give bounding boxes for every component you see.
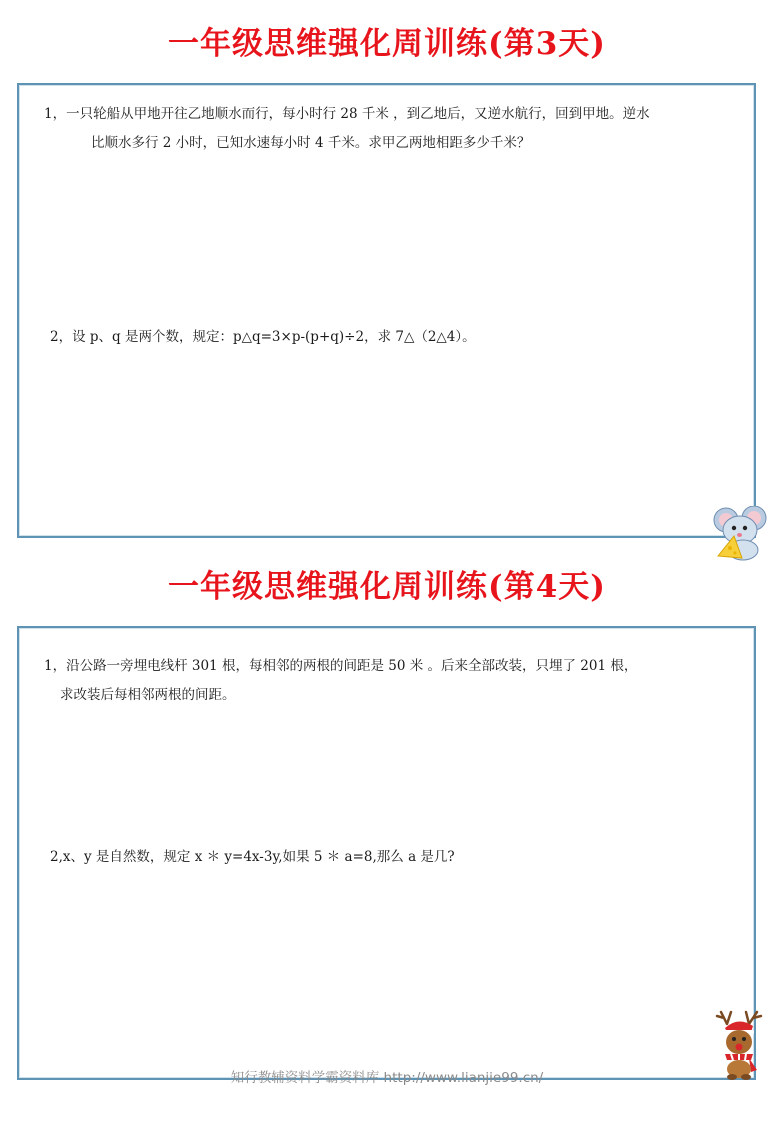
mouse-with-cheese-icon bbox=[712, 506, 770, 562]
day4-question-1 bbox=[44, 652, 637, 710]
day3-title: 一年级思维强化周训练(第3天) bbox=[168, 26, 606, 62]
day4-question-1-line-2: 求改装后每相邻两根的间距。 bbox=[60, 687, 236, 703]
day3-panel bbox=[17, 83, 756, 538]
day4-title: 一年级思维强化周训练(第4天) bbox=[168, 569, 606, 605]
day3-question-2: 2，设 p、q 是两个数，规定：p△q=3×p-(p+q)÷2，求 7△（2△4）。 bbox=[50, 329, 476, 345]
day3-question-1-line-2: 比顺水多行 2 小时，已知水速每小时 4 千米。求甲乙两地相距多少千米？ bbox=[91, 135, 531, 151]
footer-watermark: 知行教辅资料学霸资料库 http://www.lianjie99.cn/ bbox=[230, 1070, 544, 1086]
day4-question-1-line-1: 1，沿公路一旁埋电线杆 301 根，每相邻的两根的间距是 50 米 。后来全部改装，只埋了 201 根， bbox=[44, 658, 638, 674]
day3-question-1 bbox=[44, 100, 650, 158]
day4-panel bbox=[17, 626, 756, 1080]
day4-question-2: 2,x、y 是自然数，规定 x ＊ y=4x-3y,如果 5 ＊ a=8,那么 a 是几? bbox=[50, 849, 455, 865]
day3-question-1-line-1: 1，一只轮船从甲地开往乙地顺水而行，每小时行 28 千米 ，到乙地后，又逆水航行，回到甲地。逆水 bbox=[44, 106, 650, 122]
